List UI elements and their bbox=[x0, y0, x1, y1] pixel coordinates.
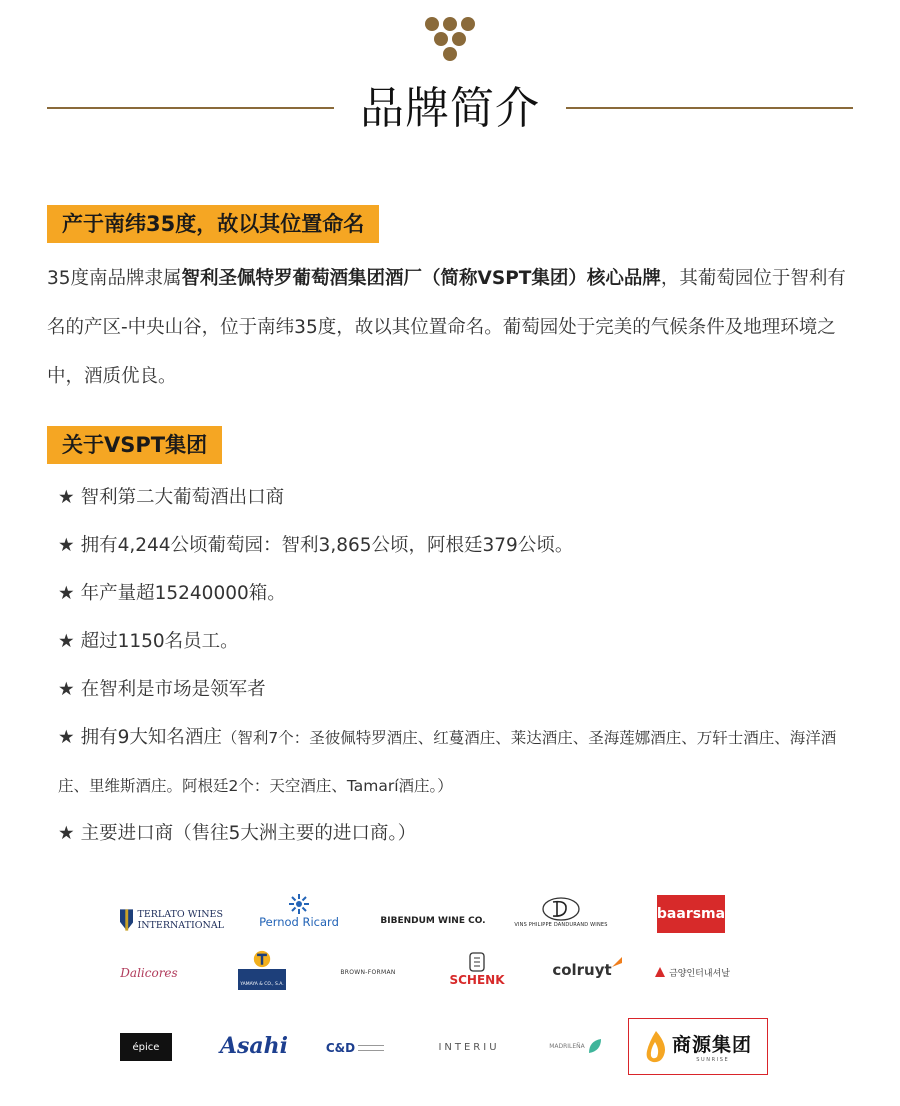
logo-intermiu bbox=[430, 1037, 508, 1057]
logo-baarsma bbox=[657, 895, 725, 933]
page-title-row bbox=[0, 74, 900, 144]
logo-bibendum-text: BIBENDUM WINE CO. bbox=[380, 916, 486, 926]
logo-bibendum bbox=[380, 912, 486, 930]
orange-flag-icon bbox=[612, 957, 622, 967]
logo-shangyuan-en: S U N R I S E bbox=[696, 1057, 728, 1063]
logo-geumyang-text: 금양인터내셔날 bbox=[669, 968, 730, 979]
list-item bbox=[58, 618, 858, 666]
triangle-icon bbox=[654, 966, 666, 978]
logo-colruyt-text: colruyt bbox=[552, 961, 612, 979]
yamaya-emblem-icon bbox=[251, 950, 273, 968]
star-icon: ★ bbox=[58, 679, 75, 700]
section-tag-vspt: 关于VSPT集团 bbox=[47, 426, 222, 464]
page-title: 品牌简介 bbox=[360, 83, 540, 134]
logo-pernod-text: Pernod Ricard bbox=[259, 915, 339, 929]
logo-shangyuan-text: 商源集团 bbox=[671, 1034, 752, 1056]
logo-yamaya bbox=[232, 950, 292, 990]
monogram-icon bbox=[541, 896, 581, 922]
logo-cd bbox=[322, 1037, 388, 1059]
shield-icon bbox=[120, 909, 133, 931]
logo-cd-text: C&D bbox=[325, 1041, 356, 1055]
logo-vins-text: VINS PHILIPPE DANDURAND WINES bbox=[514, 922, 608, 928]
list-item-text: 年产量超15240000箱。 bbox=[80, 583, 286, 604]
logo-madrilena bbox=[545, 1034, 607, 1058]
star-icon: ★ bbox=[58, 583, 75, 604]
intro-text-start: 35度南品牌隶属 bbox=[47, 268, 182, 289]
list-item-text: 主要进口商 bbox=[80, 823, 174, 844]
vspt-facts-list bbox=[58, 474, 858, 858]
logo-baarsma-text: baarsma bbox=[656, 906, 726, 922]
list-item-text: 在智利是市场是领军者 bbox=[80, 679, 266, 700]
star-icon: ★ bbox=[58, 487, 75, 508]
leaf-icon bbox=[587, 1038, 603, 1054]
list-item bbox=[58, 570, 858, 618]
logo-terlato-line2: INTERNATIONAL bbox=[137, 920, 224, 931]
logo-brown-text: BROWN-FORMAN bbox=[340, 968, 396, 976]
logo-madrilena-text: MADRILEÑA bbox=[549, 1042, 585, 1050]
list-item bbox=[58, 474, 858, 522]
list-item bbox=[58, 666, 858, 714]
logo-dalicores-text: Dalicores bbox=[120, 966, 178, 980]
logo-schenk bbox=[444, 945, 510, 993]
star-icon: ★ bbox=[58, 535, 75, 556]
logo-intermiu-text: INTERIU bbox=[438, 1041, 500, 1053]
logo-pernod bbox=[258, 890, 340, 932]
logo-dalicores bbox=[120, 960, 178, 986]
grape-cluster-icon bbox=[424, 16, 476, 64]
logo-colruyt bbox=[552, 957, 622, 983]
section-tag-origin: 产于南纬35度，故以其位置命名 bbox=[47, 205, 379, 243]
list-item bbox=[58, 714, 858, 810]
logo-yamaya-text: YAMAYA & CO., S.A. bbox=[240, 982, 284, 987]
intro-text-end: ，其葡萄园位于智利有名的产区-中央山谷，位于南纬35度，故以其位置命名。葡萄园处于完美的气候条件及地理环境之中，酒质优良。 bbox=[47, 268, 846, 387]
star-icon: ★ bbox=[58, 823, 75, 844]
intro-text-bold: 智利圣佩特罗葡萄酒集团酒厂（简称VSPT集团）核心品牌 bbox=[181, 268, 661, 289]
list-item-text: 智利第二大葡萄酒出口商 bbox=[80, 487, 285, 508]
logo-geumyang bbox=[654, 962, 730, 982]
logo-shangyuan bbox=[628, 1018, 768, 1075]
list-item-detail: （智利7个：圣彼佩特罗酒庄、红蔓酒庄、莱达酒庄、圣海莲娜酒庄、万轩士酒庄、海洋酒庄、里维斯酒庄。阿根廷2个：天空酒庄、Tamarí酒庄。） bbox=[58, 729, 837, 795]
logo-epice bbox=[120, 1033, 172, 1061]
title-divider-right bbox=[566, 107, 853, 109]
logo-terlato-line1: TERLATO WINES bbox=[137, 909, 223, 920]
list-item-detail: （售往5大洲主要的进口商。） bbox=[173, 823, 417, 844]
crest-icon bbox=[468, 951, 486, 973]
list-item bbox=[58, 810, 858, 858]
list-item-text: 拥有4,244公顷葡萄园：智利3,865公顷，阿根廷379公顷。 bbox=[80, 535, 574, 556]
logo-brown-forman bbox=[340, 963, 396, 981]
list-item bbox=[58, 522, 858, 570]
title-divider-left bbox=[47, 107, 334, 109]
logo-epice-text: épice bbox=[132, 1041, 160, 1053]
star-icon: ★ bbox=[58, 727, 75, 748]
logo-vins-philippe bbox=[512, 892, 610, 932]
list-item-text: 拥有9大知名酒庄 bbox=[80, 727, 222, 748]
logo-asahi bbox=[219, 1030, 289, 1062]
star-burst-icon bbox=[288, 893, 310, 915]
flame-drop-icon bbox=[644, 1030, 668, 1064]
logo-asahi-text: Asahi bbox=[219, 1033, 289, 1059]
list-item-text: 超过1150名员工。 bbox=[80, 631, 239, 652]
intro-paragraph bbox=[47, 254, 855, 401]
logo-terlato bbox=[120, 905, 224, 935]
logo-schenk-text: SCHENK bbox=[449, 973, 505, 987]
star-icon: ★ bbox=[58, 631, 75, 652]
